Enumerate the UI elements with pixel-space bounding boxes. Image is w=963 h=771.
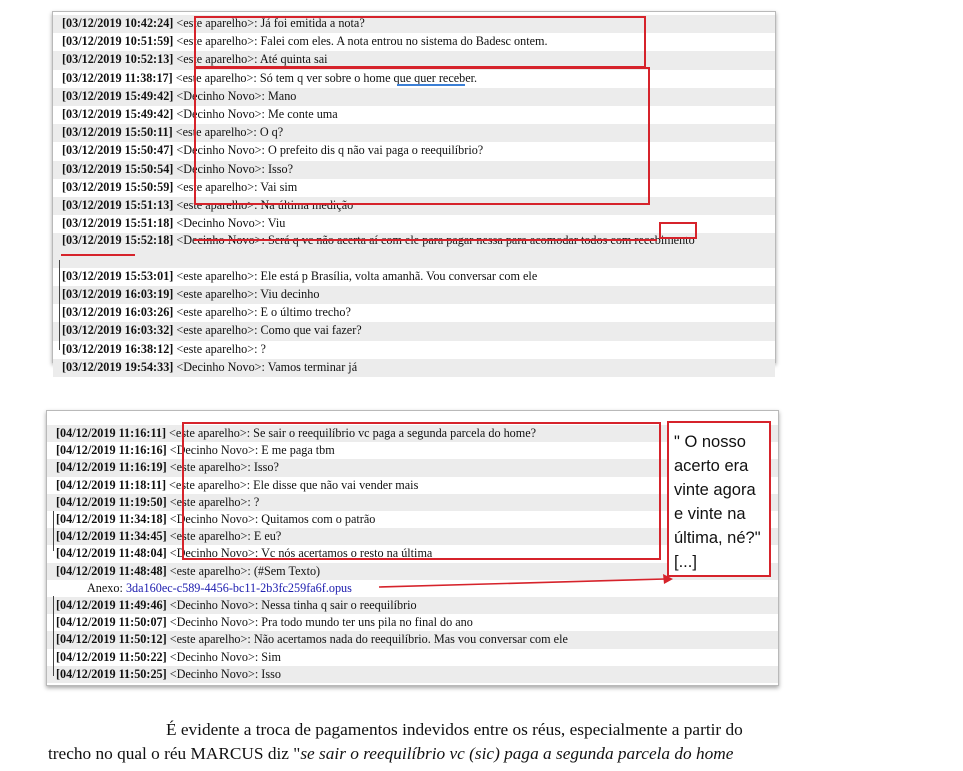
message-text: <este aparelho>: Falei com eles. A nota entrou no sistema do Badesc ontem. <box>176 34 548 49</box>
message-text: <este aparelho>: Viu decinho <box>176 287 320 301</box>
chat-row <box>53 15 775 33</box>
arrow-connector <box>377 561 677 591</box>
message-text: <este aparelho>: Já foi emitida a nota? <box>176 16 365 30</box>
message-text: <Decinho Novo>: Isso <box>169 666 281 681</box>
paragraph-line-1: É evidente a troca de pagamentos indevidos entre os réus, especialmente a partir do <box>166 720 743 739</box>
message-text: <Decinho Novo>: Vc nós acertamos o resto na última <box>169 546 433 561</box>
chat-row <box>53 215 775 233</box>
message-timestamp: [04/12/2019 11:16:19] <box>56 460 167 475</box>
message-timestamp: [03/12/2019 16:03:32] <box>62 323 174 338</box>
message-text: <Decinho Novo>: Sim <box>169 649 281 664</box>
chat-log-panel-1 <box>52 11 776 374</box>
message-text: <este aparelho>: Se sair o reequilíbrio vc paga a segunda parcela do home? <box>169 426 537 440</box>
message-timestamp: [03/12/2019 15:51:18] <box>62 216 174 231</box>
chat-row <box>47 614 778 631</box>
quote-box: " O nosso acerto era vinte agora e vinte na última, né?" [...] <box>667 421 771 577</box>
message-text: <este aparelho>: (#Sem Texto) <box>169 563 321 578</box>
message-text: <este aparelho>: ? <box>176 341 266 356</box>
message-timestamp: [03/12/2019 15:50:47] <box>62 143 174 158</box>
message-text: <Decinho Novo>: Será q vc não acerta aí com ele para pagar nessa para acomodar todos com recebimento <box>176 233 695 248</box>
message-timestamp: [03/12/2019 15:50:54] <box>62 161 174 176</box>
message-timestamp: [03/12/2019 10:42:24] <box>62 16 174 30</box>
message-timestamp: [04/12/2019 11:50:22] <box>56 649 167 664</box>
chat-row <box>53 304 775 322</box>
message-timestamp: [04/12/2019 11:16:11] <box>56 426 167 440</box>
chat-row <box>53 268 775 286</box>
message-text: <este aparelho>: Vai sim <box>176 179 298 194</box>
chat-row <box>53 51 775 69</box>
message-timestamp: [04/12/2019 11:48:48] <box>56 563 167 578</box>
message-text: <este aparelho>: Só tem q ver sobre o home que quer receber. <box>175 70 478 85</box>
message-text: <este aparelho>: Não acertamos nada do reequilíbrio. Mas vou conversar com ele <box>169 632 568 647</box>
margin-bar <box>53 596 54 676</box>
message-timestamp: [03/12/2019 15:49:42] <box>62 88 174 103</box>
message-timestamp: [03/12/2019 16:03:19] <box>62 287 174 301</box>
message-text: <Decinho Novo>: Mano <box>176 88 297 103</box>
message-timestamp: [03/12/2019 15:52:18] <box>62 233 174 248</box>
message-timestamp: [04/12/2019 11:48:04] <box>56 546 167 561</box>
message-text: <Decinho Novo>: Isso? <box>176 161 294 176</box>
chat-row <box>53 142 775 160</box>
attachment-link[interactable]: 3da160ec-c589-4456-bc11-2b3fc259fa6f.opus <box>125 580 352 595</box>
message-text: <este aparelho>: E o último trecho? <box>176 305 351 320</box>
message-timestamp: [04/12/2019 11:50:07] <box>56 615 167 630</box>
message-timestamp: [04/12/2019 11:50:25] <box>56 666 167 681</box>
underline-mark <box>397 84 465 86</box>
message-text: <este aparelho>: Ele disse que não vai vender mais <box>169 477 419 492</box>
message-text: <Decinho Novo>: Viu <box>176 216 286 231</box>
message-text: <Decinho Novo>: E me paga tbm <box>169 443 335 458</box>
message-timestamp: [03/12/2019 10:52:13] <box>62 52 174 67</box>
chat-row <box>47 666 778 683</box>
message-timestamp: [04/12/2019 11:34:45] <box>56 529 167 544</box>
message-text: <este aparelho>: Na última medição <box>176 198 354 212</box>
message-text: <este aparelho>: O q? <box>175 125 284 140</box>
paragraph-line-2-prefix: trecho no qual o réu MARCUS diz " <box>48 744 301 763</box>
chat-row <box>47 649 778 666</box>
message-timestamp: [03/12/2019 19:54:33] <box>62 359 174 374</box>
message-text: <este aparelho>: Como que vai fazer? <box>176 323 362 338</box>
message-text: <Decinho Novo>: Me conte uma <box>176 107 338 121</box>
message-text: <este aparelho>: E eu? <box>169 529 282 544</box>
message-text: <Decinho Novo>: Quitamos com o patrão <box>169 512 376 526</box>
margin-bar <box>59 260 60 350</box>
chat-row <box>53 341 775 359</box>
chat-row <box>53 359 775 377</box>
message-text: <Decinho Novo>: Vamos terminar já <box>176 359 358 374</box>
message-text: <este aparelho>: Até quinta sai <box>176 52 328 67</box>
message-text: <este aparelho>: ? <box>169 494 260 509</box>
message-timestamp: [03/12/2019 15:53:01] <box>62 268 174 283</box>
chat-row <box>53 197 775 215</box>
message-timestamp: [03/12/2019 15:49:42] <box>62 107 174 121</box>
margin-bar <box>53 511 54 551</box>
message-text: <Decinho Novo>: O prefeito dis q não vai paga o reequilíbrio? <box>176 143 484 158</box>
chat-row <box>53 161 775 179</box>
chat-row <box>53 124 775 142</box>
chat-row <box>47 631 778 648</box>
chat-row <box>53 33 775 51</box>
chat-row <box>53 106 775 124</box>
message-timestamp: [04/12/2019 11:50:12] <box>56 632 167 647</box>
message-timestamp: [03/12/2019 15:50:11] <box>62 125 173 140</box>
message-text: <Decinho Novo>: Pra todo mundo ter uns pila no final do ano <box>169 615 473 630</box>
chat-row <box>47 597 778 614</box>
paragraph-line-2-quote: se sair o reequilíbrio vc (sic) paga a segunda parcela do home <box>300 744 734 763</box>
underline-mark <box>194 239 657 241</box>
message-text: <Decinho Novo>: Nessa tinha q sair o reequilíbrio <box>169 598 417 612</box>
message-timestamp: [03/12/2019 10:51:59] <box>62 34 174 49</box>
attachment-label: Anexo: <box>87 580 123 595</box>
paragraph-line-2 <box>48 744 733 763</box>
message-timestamp: [03/12/2019 15:51:13] <box>62 198 174 212</box>
message-timestamp: [03/12/2019 11:38:17] <box>62 70 173 85</box>
body-paragraph <box>48 718 948 766</box>
message-timestamp: [03/12/2019 15:50:59] <box>62 179 174 194</box>
message-timestamp: [04/12/2019 11:16:16] <box>56 443 167 458</box>
message-text: <este aparelho>: Isso? <box>169 460 279 475</box>
chat-row <box>53 322 775 340</box>
message-timestamp: [04/12/2019 11:19:50] <box>56 494 167 509</box>
message-timestamp: [04/12/2019 11:34:18] <box>56 512 167 526</box>
chat-row <box>53 179 775 197</box>
message-timestamp: [04/12/2019 11:18:11] <box>56 477 167 492</box>
chat-row <box>53 286 775 304</box>
message-timestamp: [03/12/2019 16:38:12] <box>62 341 174 356</box>
underline-mark <box>61 254 135 256</box>
message-text: <este aparelho>: Ele está p Brasília, volta amanhã. Vou conversar com ele <box>176 268 538 283</box>
message-timestamp: [04/12/2019 11:49:46] <box>56 598 167 612</box>
chat-row <box>53 88 775 106</box>
message-timestamp: [03/12/2019 16:03:26] <box>62 305 174 320</box>
